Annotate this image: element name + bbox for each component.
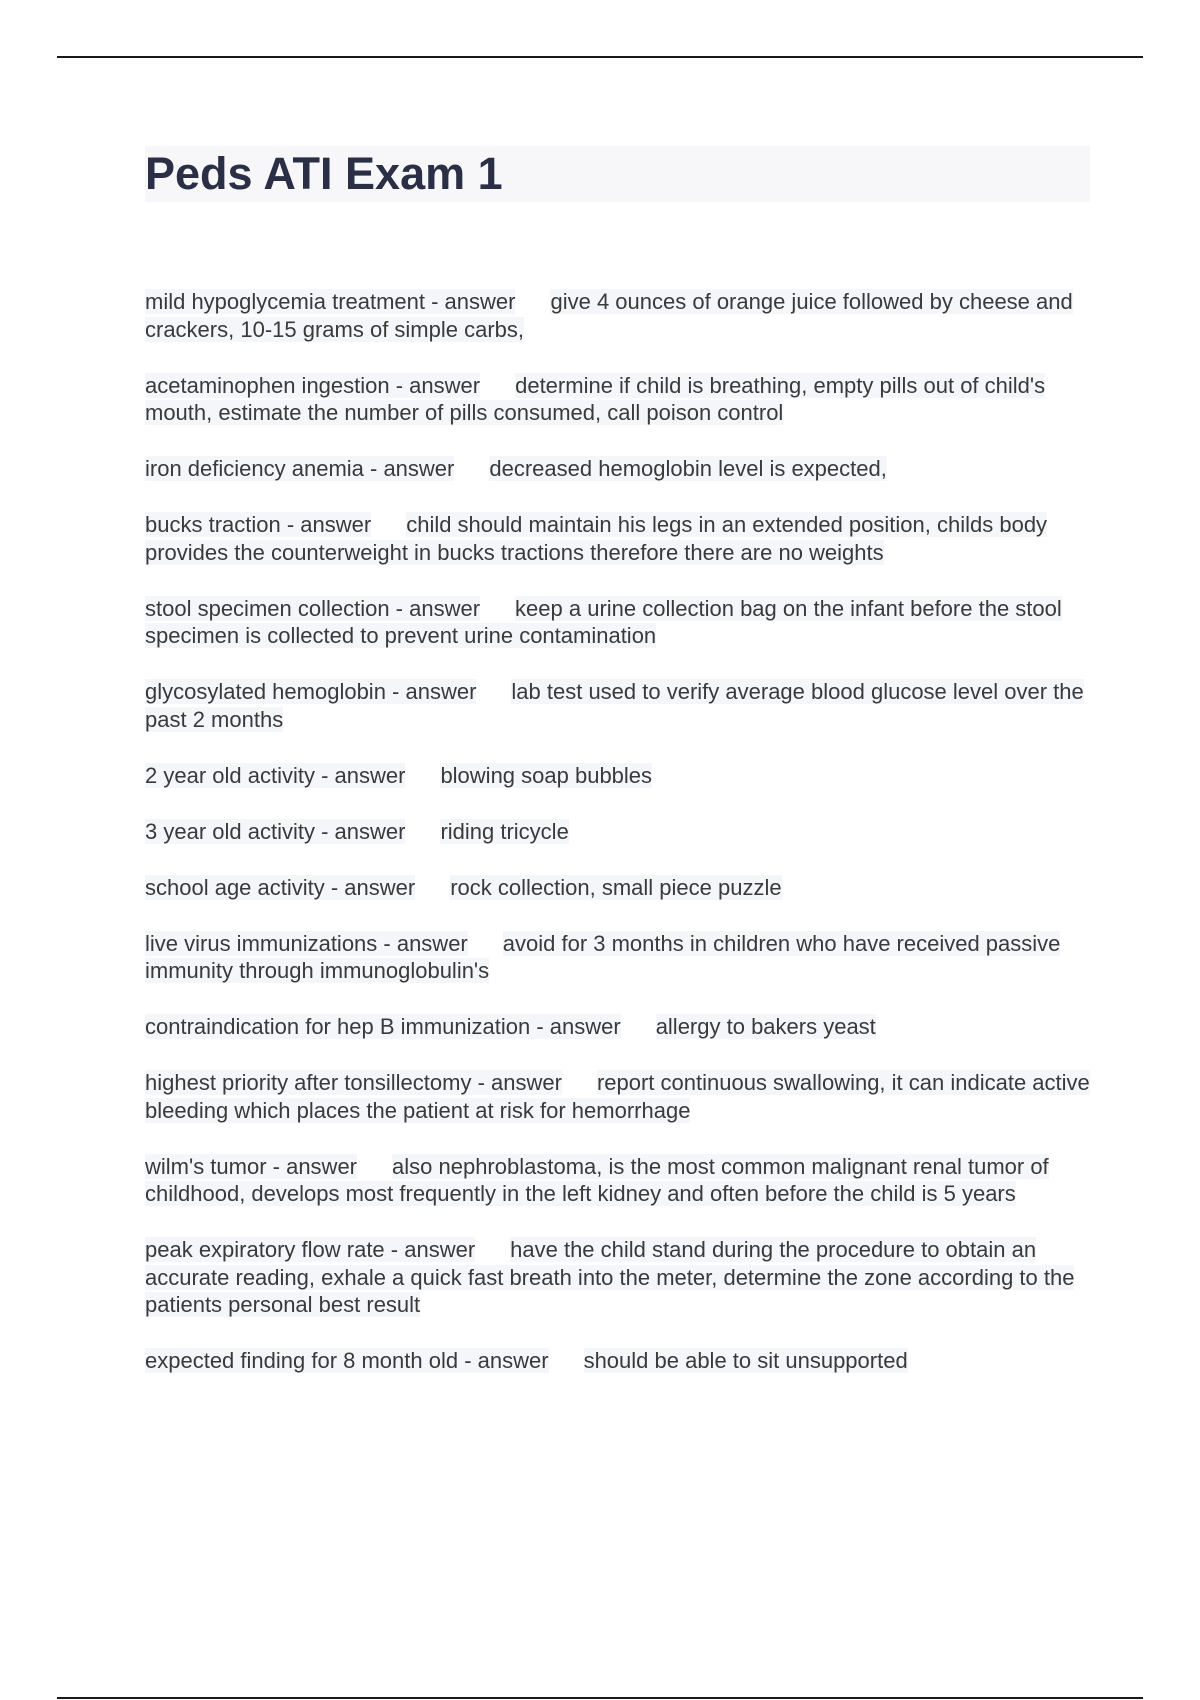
card-definition: avoid for 3 months in children who have received passive immunity through immunoglobulin's [145,930,1061,983]
flashcard-item [145,1153,1090,1208]
card-term: peak expiratory flow rate - answer [145,1237,476,1262]
flashcard-item [145,818,1090,846]
bottom-rule [57,1697,1143,1699]
card-definition: allergy to bakers yeast [655,1014,876,1039]
card-definition: should be able to sit unsupported [583,1348,908,1373]
card-definition: child should maintain his legs in an extended position, childs body provides the counterweight in bucks tractions therefore there are no weights [145,512,1048,565]
flashcard-item [145,762,1090,790]
card-term: glycosylated hemoglobin - answer [145,679,477,704]
card-term: acetaminophen ingestion - answer [145,372,481,398]
card-term: stool specimen collection - answer [145,595,481,621]
flashcard-item [145,930,1090,985]
card-term: wilm's tumor - answer [145,1153,358,1179]
flashcard-item [145,1347,1090,1375]
card-term: contraindication for hep B immunization - answer [145,1014,621,1039]
card-term: 2 year old activity - answer [145,762,406,788]
card-definition: riding tricycle [440,818,569,844]
flashcard-item [145,874,1090,902]
page-title: Peds ATI Exam 1 [145,146,1090,202]
card-term: bucks traction - answer [145,512,372,537]
card-definition: give 4 ounces of orange juice followed by cheese and crackers, 10-15 grams of simple carbs, [145,289,1073,342]
card-term: 3 year old activity - answer [145,818,406,844]
flashcard-item [145,455,1090,483]
card-definition: also nephroblastoma, is the most common malignant renal tumor of childhood, develops most frequently in the left kidney and often before the child is 5 years [145,1153,1049,1206]
card-definition: report continuous swallowing, it can indicate active bleeding which places the patient at risk for hemorrhage [145,1070,1090,1123]
card-term: mild hypoglycemia treatment - answer [145,289,516,314]
card-definition: blowing soap bubbles [440,762,653,788]
flashcard-item [145,1013,1090,1041]
flashcard-item [145,678,1090,733]
flashcard-item [145,595,1090,650]
card-term: highest priority after tonsillectomy - answer [145,1070,562,1095]
card-definition: determine if child is breathing, empty pills out of child's mouth, estimate the number of pills consumed, call poison control [145,372,1046,425]
flashcard-item [145,1236,1090,1319]
card-term: expected finding for 8 month old - answer [145,1348,549,1373]
flashcard-list [145,288,1090,1375]
card-definition: keep a urine collection bag on the infant before the stool specimen is collected to prevent urine contamination [145,595,1062,648]
document-body [145,146,1090,1403]
card-definition: have the child stand during the procedure to obtain an accurate reading, exhale a quick fast breath into the meter, determine the zone according to the patients personal best result [145,1237,1075,1317]
card-definition: lab test used to verify average blood glucose level over the past 2 months [145,679,1084,732]
flashcard-item [145,372,1090,427]
card-term: live virus immunizations - answer [145,930,468,956]
flashcard-item [145,511,1090,566]
flashcard-item [145,1069,1090,1124]
flashcard-item [145,288,1090,343]
top-rule [57,56,1143,58]
card-definition: decreased hemoglobin level is expected, [489,456,887,481]
card-term: iron deficiency anemia - answer [145,456,455,481]
card-term: school age activity - answer [145,874,416,900]
card-definition: rock collection, small piece puzzle [450,874,782,900]
